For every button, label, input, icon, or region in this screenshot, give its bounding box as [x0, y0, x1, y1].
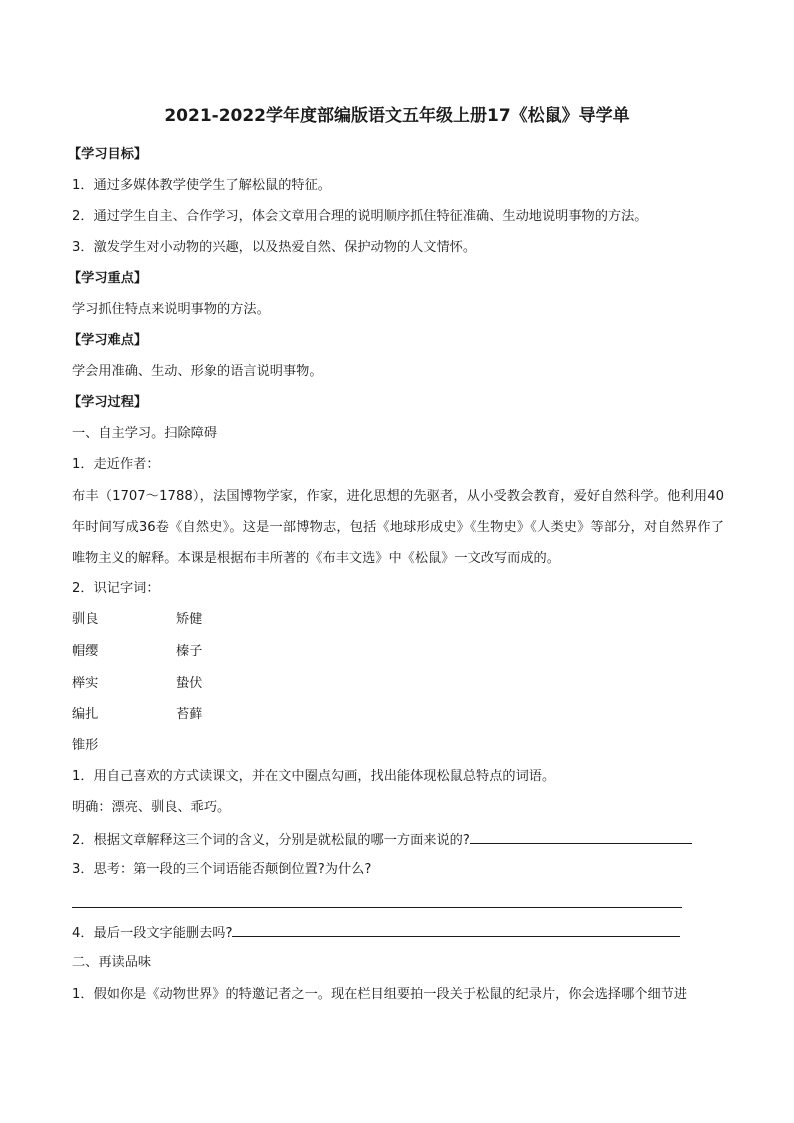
difficulty-text: 学会用准确、生动、形象的语言说明事物。 — [72, 364, 323, 379]
vocab-word: 蛰伏 — [176, 676, 203, 691]
goal-item-3: 3．激发学生对小动物的兴趣，以及热爱自然、保护动物的人文情怀。 — [72, 240, 477, 255]
question-3: 3．思考：第一段的三个词语能否颠倒位置?为什么? — [72, 862, 372, 877]
vocab-word: 锥形 — [72, 738, 99, 753]
goal-item-1: 1．通过多媒体教学使学生了解松鼠的特征。 — [72, 178, 331, 193]
author-paragraph: 布丰（1707～1788），法国博物学家，作家，进化思想的先驱者，从小受教会教育，爱好自然科学。他利用40年时间写成36卷《自然史》。这是一部博物志，包括《地球形成史》《生物史》《人类史》等部分，对自然界作了唯物主义的解释。本课是根据布丰所著的《布丰文选》中《松鼠》一文改写而成的。 — [72, 489, 724, 566]
goal-item-2: 2．通过学生自主、合作学习，体会文章用合理的说明顺序抓住特征准确、生动地说明事物的方法。 — [72, 209, 648, 224]
focus-heading: 【学习重点】 — [68, 271, 148, 286]
vocab-word: 矫健 — [176, 612, 203, 627]
section-2-heading: 二、再读品味 — [72, 955, 152, 970]
difficulty-heading: 【学习难点】 — [68, 333, 148, 348]
goals-heading: 【学习目标】 — [68, 147, 148, 162]
question-5: 1．假如你是《动物世界》的特邀记者之一。现在栏目组要拍一段关于松鼠的纪录片，你会选择哪个细节进 — [72, 987, 688, 1002]
words-label: 2．识记字词： — [72, 581, 160, 596]
answer-blank[interactable] — [232, 922, 680, 937]
vocab-word: 榉实 — [72, 676, 99, 691]
vocab-word: 苔藓 — [176, 707, 203, 722]
vocab-word: 驯良 — [72, 612, 99, 627]
question-4 — [72, 922, 680, 944]
author-label: 1．走近作者： — [72, 457, 160, 472]
question-2-text: 2．根据文章解释这三个词的含义，分别是就松鼠的哪一方面来说的? — [72, 833, 470, 848]
section-1-heading: 一、自主学习。扫除障碍 — [72, 426, 218, 441]
document-title: 2021-2022学年度部编版语文五年级上册17《松鼠》导学单 — [164, 106, 630, 126]
vocab-word: 编扎 — [72, 707, 99, 722]
answer-line[interactable] — [72, 907, 682, 908]
vocab-word: 帽缨 — [72, 644, 99, 659]
question-4-text: 4．最后一段文字能删去吗? — [72, 926, 233, 941]
answer-blank[interactable] — [470, 829, 692, 844]
question-1: 1．用自己喜欢的方式读课文，并在文中圈点勾画，找出能体现松鼠总特点的词语。 — [72, 769, 556, 784]
vocab-word: 榛子 — [176, 644, 203, 659]
question-1-answer: 明确：漂亮、驯良、乖巧。 — [72, 800, 231, 815]
focus-text: 学习抓住特点来说明事物的方法。 — [72, 302, 270, 317]
question-2 — [72, 829, 692, 851]
process-heading: 【学习过程】 — [68, 395, 148, 410]
